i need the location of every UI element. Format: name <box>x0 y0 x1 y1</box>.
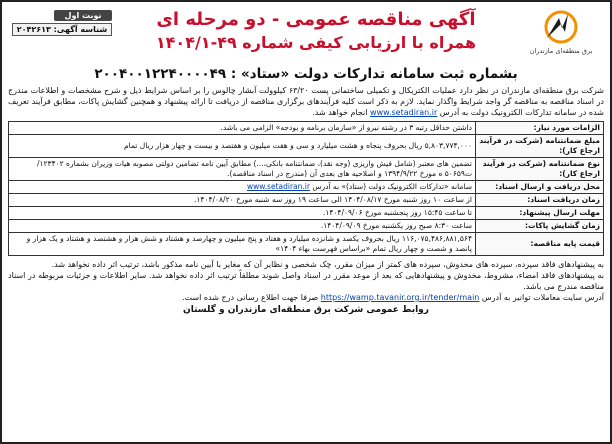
row-value: ساعت ۸:۳۰ صبح روز یکشنبه مورخ ۱۴۰۴/۰۹/۰۹. <box>9 220 476 233</box>
intro-text: شرکت برق منطقه‌ای مازندران در نظر دارد عملیات الکتریکال و تکمیلی ساختمانی پست ۶۳/۲۰ کیلوولت آبشار چالوس را بر اساس شرایط ذیل و شرح مشخصات و اطلاعات مندرج در اسناد مناقصه به مناقصه گر واجد شرایط واگذار نماید. لازم به ذکر است کلیه فرآیندهای برگزاری مناقصه از دریافت تا ارائه پیشنهاد و همچنین گشایش پاکات، مطابق فرآیند تعریف شده در سامانه تدارکات الکترونیک دولت به آدرس <box>8 86 604 117</box>
row-value: داشتن حداقل رتبه ۳ در رشته نیرو از «سازمان برنامه و بودجه» الزامی می باشد. <box>9 122 476 135</box>
title-line-2: همراه با ارزیابی کیفی شماره ۴۹-۱۴۰۴/۱ <box>155 33 477 52</box>
details-table <box>8 121 604 256</box>
note-deposit: به پیشنهادهای فاقد سپرده، سپرده های مخدوش، سپرده های کمتر از میزان مقرر، چک شخصی و نظایر آن که مغایر با آیین نامه مذکور باشد، ترتیب اثر داده نخواهد شد. <box>51 260 604 269</box>
row-value: تا ساعت ۱۵:۴۵ روز پنجشنبه مورخ ۱۴۰۴/۰۹/۰۶. <box>9 207 476 220</box>
row-value: ۵,۸۰۳,۷۷۴,۰۰۰ ریال بحروف پنجاه و هشت میلیارد و سی و هفت میلیون و هفتصد و بیست و چهار هزار ریال تمام <box>9 135 476 158</box>
table-row <box>9 135 604 158</box>
row-label: الزامات مورد نیاز: <box>476 122 604 135</box>
logo-text: برق منطقه‌ای مازندران <box>529 47 593 55</box>
note-unsigned: به پیشنهادهای فاقد امضاء، مشروط، مخدوش و پیشنهادهایی که بعد از موعد مقرر در اسناد واصل شوند مطلقاً ترتیب اثر داده نخواهد شد. سایر اطلاعات و جزئیات مربوطه در اسناد مناقصه مندرج می باشد. <box>8 271 604 291</box>
ad-id-badge: شناسه آگهی: ۲۰۴۲۶۱۳ <box>12 23 112 36</box>
setad-registration-number: بشماره ثبت سامانه تدارکات دولت «ستاد» : ۲۰۰۴۰۰۱۲۲۴۰۰۰۰۴۹ <box>94 66 518 82</box>
row-label: مبلغ ضمانتنامه (شرکت در فرآیند ارجاع کار): <box>476 135 604 158</box>
lightning-logo-icon <box>538 8 584 46</box>
company-logo <box>522 8 600 62</box>
table-row <box>9 122 604 135</box>
row-value: تضمین های معتبر (شامل فیش واریزی (وجه نقد)، ضمانتنامه بانکی،...) مطابق آیین نامه تضامین دولتی مصوبه هیات وزیران بشماره ۱۲۳۴۰۲/ت۵۰۶۵۹ ه مورخ ۱۳۹۴/۹/۲۲ و اصلاحیه های بعدی آن (مندرج در اسناد مناقصه). <box>9 158 476 181</box>
row-label: مهلت ارسال پیشنهاد: <box>476 207 604 220</box>
row-label: زمان گشایش پاکات: <box>476 220 604 233</box>
ad-badge <box>12 10 112 36</box>
row-label: نوع ضمانتنامه (شرکت در فرآیند ارجاع کار): <box>476 158 604 181</box>
row-value: از ساعت ۱۰ روز شنبه مورخ ۱۴۰۴/۰۸/۱۷ الی ساعت ۱۹ روز سه شنبه مورخ ۱۴۰۴/۰۸/۲۰. <box>9 194 476 207</box>
intro-paragraph <box>8 85 604 118</box>
header <box>8 6 604 64</box>
row-value: سامانه «تدارکات الکترونیک دولت (ستاد)» به آدرس <box>312 182 472 191</box>
footer-signature: روابط عمومی شرکت برق منطقه‌ای مازندران و گلستان <box>183 305 429 315</box>
row-label: زمان دریافت اسناد: <box>476 194 604 207</box>
row-value-with-link <box>9 181 476 194</box>
title-block <box>118 8 514 54</box>
note-tavanir <box>8 292 604 303</box>
row-value: ۱۱۶,۰۷۵,۴۸۶,۸۸۱,۵۶۴ ریال بحروف یکصد و شانزده میلیارد و هفتاد و پنج میلیون و چهارصد و هشتاد و شش هزار و هشتصد و هشتاد و یک هزار و پانصد و شصت و چهار ریال تمام «براساس فهرست بهاء ۱۴۰۴» <box>9 233 476 256</box>
turn-badge: نوبت اول <box>54 10 112 21</box>
table-row <box>9 181 604 194</box>
intro-text-end: انجام خواهد شد. <box>312 108 368 117</box>
title-line-1: آگهی مناقصه عمومی - دو مرحله ای <box>156 9 476 30</box>
table-row <box>9 220 604 233</box>
notes <box>8 259 604 303</box>
note-tavanir-start: آدرس سایت معاملات توانیر به آدرس <box>481 293 604 302</box>
table-row <box>9 158 604 181</box>
setad-link[interactable]: www.setadiran.ir <box>246 182 310 191</box>
table-row <box>9 233 604 256</box>
note-tavanir-end: صرفا جهت اطلاع رسانی درج شده است. <box>181 293 319 302</box>
tavanir-link[interactable]: https://wamp.tavanir.org.ir/tender/main <box>320 293 480 302</box>
setad-link[interactable]: www.setadiran.ir <box>370 108 438 117</box>
row-label: محل دریافت و ارسال اسناد: <box>476 181 604 194</box>
table-row <box>9 194 604 207</box>
table-row <box>9 207 604 220</box>
row-label: قیمت پایه مناقصه: <box>476 233 604 256</box>
